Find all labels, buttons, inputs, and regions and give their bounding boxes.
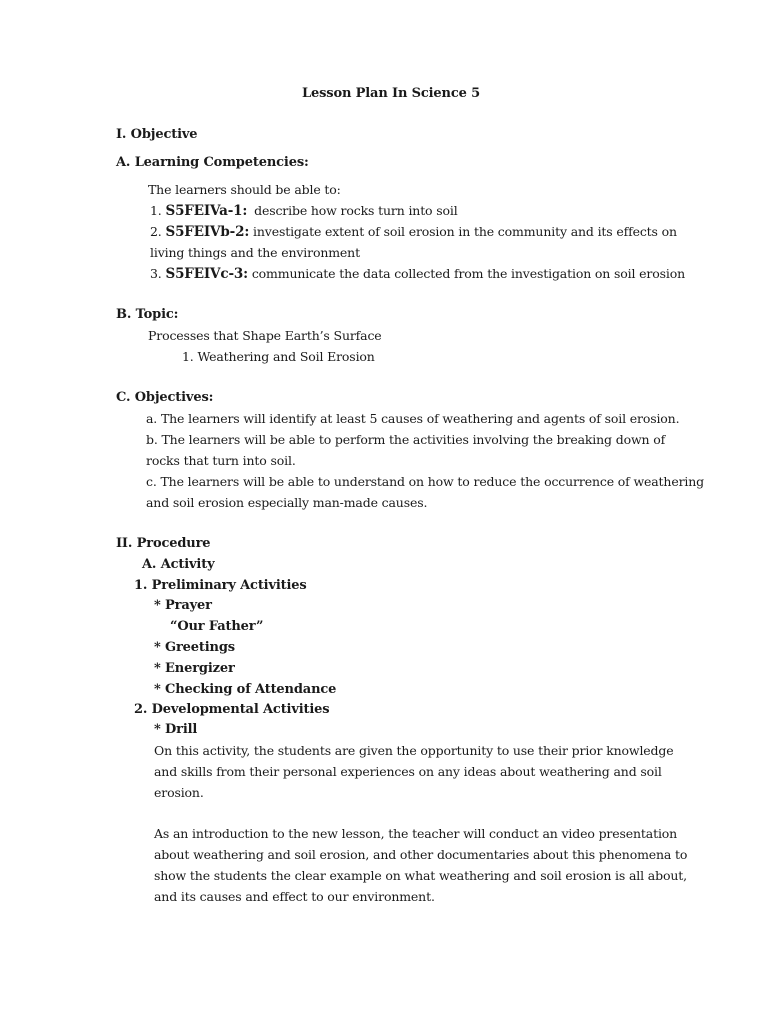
attendance-item: * Checking of Attendance [154,682,337,697]
competency-code: S5FEIVb-2: [165,224,250,240]
topic-heading: B. Topic: [116,307,179,322]
prayer-item: * Prayer [154,598,212,613]
objective-line: and soil erosion especially man-made causes. [146,495,428,510]
intro-paragraph-line: and its causes and effect to our environment. [154,889,435,904]
procedure-heading: II. Procedure [116,536,211,551]
objective-line: c. The learners will be able to understand on how to reduce the occurrence of weathering [146,474,704,489]
drill-paragraph-line: erosion. [154,785,204,800]
drill-item: * Drill [154,722,198,737]
competencies-heading: A. Learning Competencies: [116,155,309,170]
drill-paragraph-line: On this activity, the students are given the opportunity to use their prior knowledge [154,743,674,758]
topic-sub: 1. Weathering and Soil Erosion [182,349,375,364]
competency-item [150,224,677,240]
competency-text: describe how rocks turn into soil [254,203,458,218]
competency-code: S5FEIVc-3: [165,266,248,282]
page-title: Lesson Plan In Science 5 [302,86,480,101]
greetings-item: * Greetings [154,640,235,655]
competency-number: 2. [150,224,162,239]
competency-item [150,266,685,282]
objective-line: b. The learners will be able to perform the activities involving the breaking down of [146,432,666,447]
activity-heading: A. Activity [142,557,215,572]
preliminary-heading: 1. Preliminary Activities [134,578,307,593]
competency-item [150,203,458,219]
competency-continuation: living things and the environment [150,245,360,260]
objective-line: rocks that turn into soil. [146,453,296,468]
competency-number: 3. [150,266,162,281]
intro-paragraph-line: As an introduction to the new lesson, the teacher will conduct an video presentation [154,826,678,841]
objective-heading: I. Objective [116,127,198,142]
our-father: “Our Father” [170,619,264,634]
competency-text: investigate extent of soil erosion in the community and its effects on [253,224,677,239]
intro-paragraph-line: show the students the clear example on what weathering and soil erosion is all about, [154,868,687,883]
competency-number: 1. [150,203,162,218]
intro-paragraph-line: about weathering and soil erosion, and other documentaries about this phenomena to [154,847,688,862]
energizer-item: * Energizer [154,661,235,676]
drill-paragraph-line: and skills from their personal experiences on any ideas about weathering and soil [154,764,662,779]
objective-line: a. The learners will identify at least 5 causes of weathering and agents of soil erosion. [146,411,680,426]
topic-main: Processes that Shape Earth’s Surface [148,328,382,343]
objectives-heading: C. Objectives: [116,390,214,405]
competency-code: S5FEIVa-1: [165,203,248,219]
competency-text: communicate the data collected from the investigation on soil erosion [251,266,686,281]
developmental-heading: 2. Developmental Activities [134,702,330,717]
competencies-intro: The learners should be able to: [148,182,341,197]
